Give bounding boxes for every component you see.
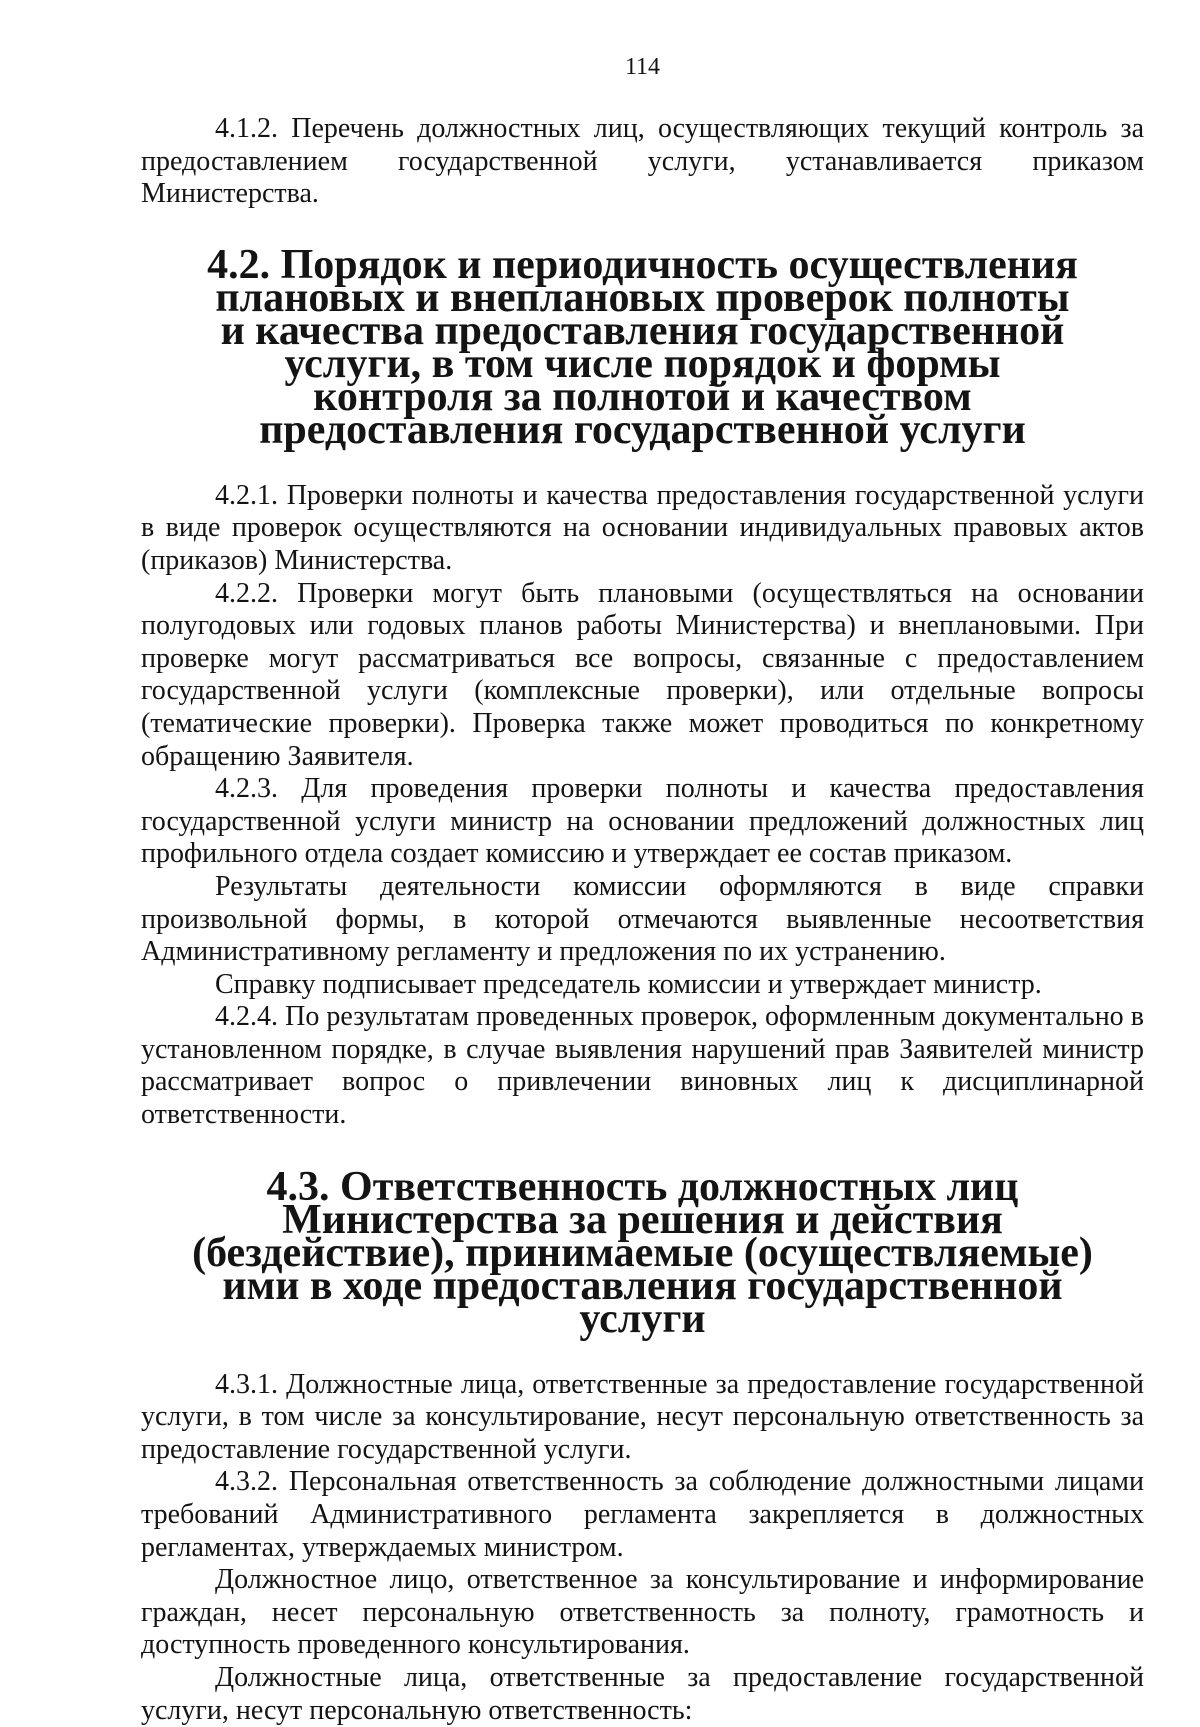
document-body [141,113,1144,1727]
paragraph-commission-results: Результаты деятельности комиссии оформляются в виде справки произвольной формы, в которой отмечаются выявленные несоответствия Административному регламенту и предложения по их устранению. [141,870,1144,968]
paragraph-4-3-2: 4.3.2. Персональная ответственность за соблюдение должностными лицами требований Административного регламента закрепляется в должностных регламентах, утверждаемых министром. [141,1466,1144,1563]
paragraph-4-2-2: 4.2.2. Проверки могут быть плановыми (осуществляться на основании полугодовых или годовых планов работы Министерства) и внеплановыми. При проверке могут рассматриваться все вопросы, связанные с предоставлением государственной услуги (комплексные проверки), или отдельные вопросы (тематические проверки). Проверка также может проводиться по конкретному обращению Заявителя. [141,577,1144,772]
page-number: 114 [624,54,661,80]
paragraph-4-2-3: 4.2.3. Для проведения проверки полноты и качества предоставления государственной услуги министр на основании предложений должностных лиц профильного отдела создает комиссию и утверждает ее состав приказом. [141,773,1144,870]
section-heading-4-3: 4.3. Ответственность должностных лиц Министерства за решения и действия (бездействие), принимаемые (осуществляемые) ими в ходе предоставления государственной услуги [192,1163,1093,1342]
paragraph-4-1-2: 4.1.2. Перечень должностных лиц, осуществляющих текущий контроль за предоставлением государственной услуги, устанавливается приказом Министерства. [141,113,1144,210]
paragraph-4-3-1: 4.3.1. Должностные лица, ответственные за предоставление государственной услуги, в том числе за консультирование, несут персональную ответственность за предоставление государственной услуги. [141,1368,1144,1465]
paragraph-officials-responsibility: Должностные лица, ответственные за предоставление государственной услуги, несут персональную ответственность: [141,1662,1144,1726]
paragraph-4-2-1: 4.2.1. Проверки полноты и качества предоставления государственной услуги в виде проверок осуществляются на основании индивидуальных правовых актов (приказов) Министерства. [141,479,1144,576]
paragraph-4-2-4: 4.2.4. По результатам проведенных проверок, оформленным документально в установленном порядке, в случае выявления нарушений прав Заявителей министр рассматривает вопрос о привлечении виновных лиц к дисциплинарной ответственности. [141,1001,1144,1131]
paragraph-consulting-official: Должностное лицо, ответственное за консультирование и информирование граждан, несет персональную ответственность за полноту, грамотность и доступность проведенного консультирования. [141,1564,1144,1661]
paragraph-report-signing: Справку подписывает председатель комиссии и утверждает министр. [215,968,1042,1000]
section-heading-4-2: 4.2. Порядок и периодичность осуществления плановых и внеплановых проверок полноты и качества предоставления государственной услуги, в том числе порядок и формы контроля за полнотой и качеством предоставления государственной услуги [207,241,1078,453]
